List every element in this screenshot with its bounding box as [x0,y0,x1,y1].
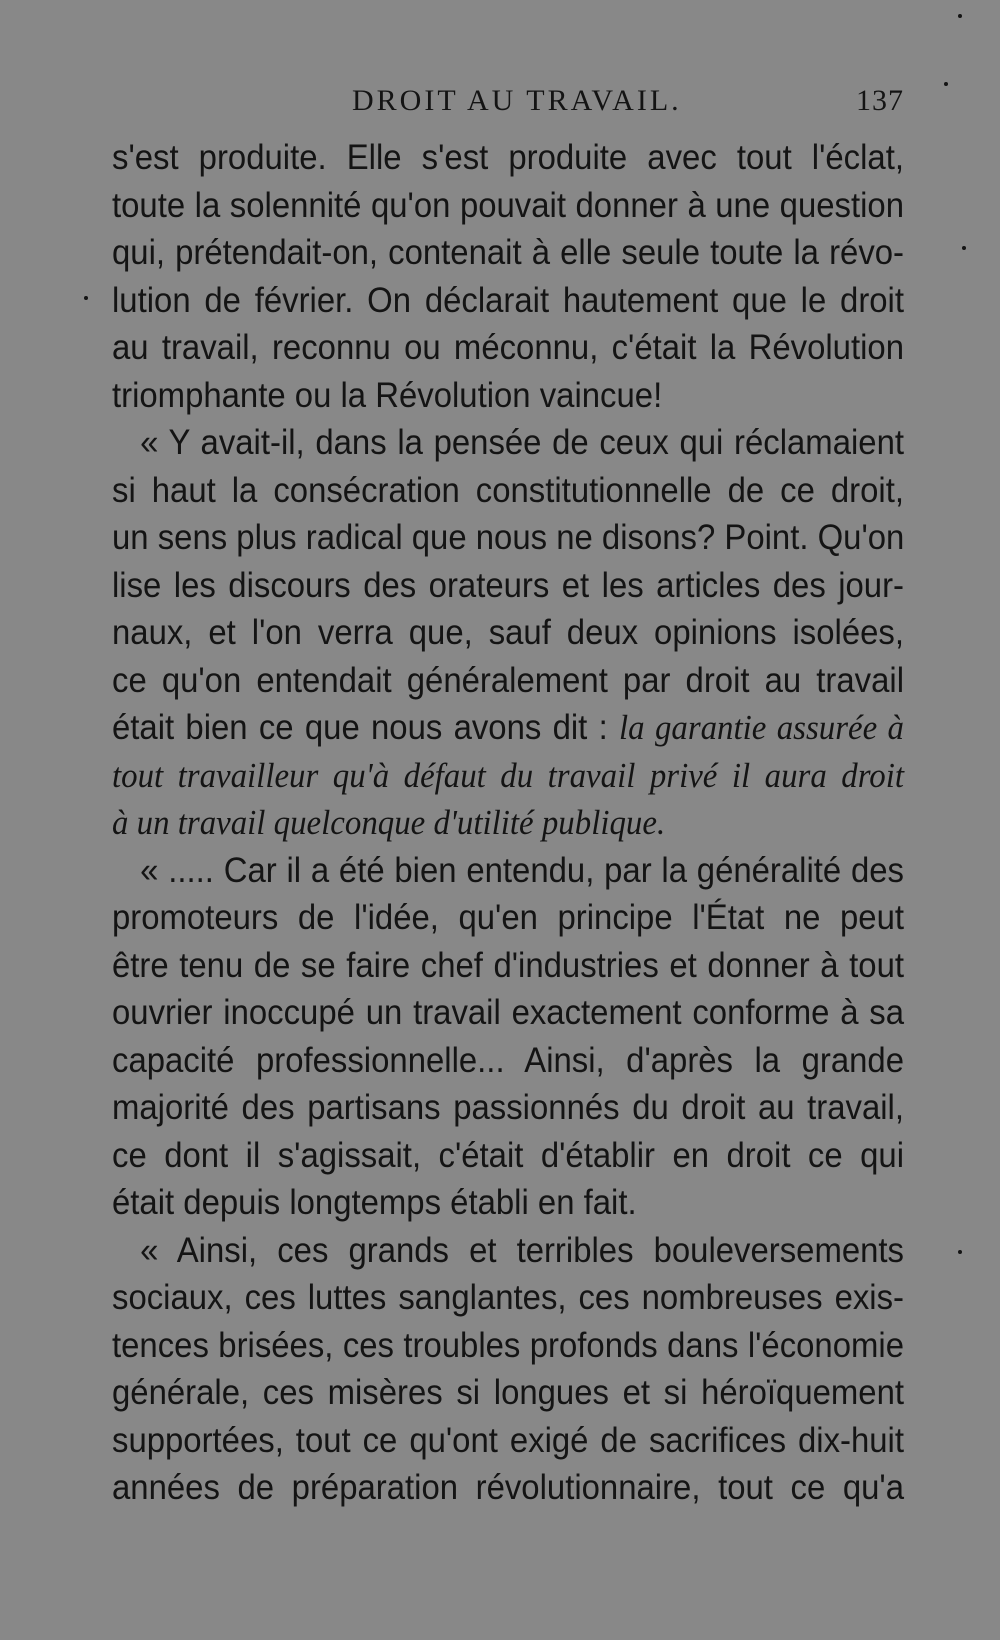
text-line: ouvrier inoccupé un travail exactement conforme à sa [112,993,904,1032]
text-line: années de préparation révolutionnaire, tout ce qu'a [112,1468,904,1507]
text-line: un sens plus radical que nous ne disons? Point. Qu'on [112,518,905,557]
italic-quote: la garantie assurée à [619,708,904,747]
text-line: triomphante ou la Révolution vaincue! [112,375,663,415]
text-line: au travail, reconnu ou méconnu, c'était la Révolution [112,328,904,367]
scan-speck [84,296,88,300]
text-line: naux, et l'on verra que, sauf deux opinions isolées, [112,613,904,652]
text-line: sociaux, ces luttes sanglantes, ces nombreuses exis- [112,1278,904,1317]
text-line: « Y avait-il, dans la pensée de ceux qui réclamaient [140,423,904,462]
running-title: DROIT AU TRAVAIL. [352,84,682,117]
text-line: promoteurs de l'idée, qu'en principe l'État ne peut [112,898,904,937]
text-line: « ..... Car il a été bien entendu, par la généralité des [140,850,904,890]
text-line: capacité professionnelle... Ainsi, d'après la grande [112,1040,904,1080]
text-segment: était bien ce que nous avons dit : [112,708,608,747]
text-line: était depuis longtemps établi en fait. [112,1183,637,1222]
text-line: générale, ces misères si longues et si héroïquement [112,1373,904,1412]
body-text [112,134,904,1512]
text-line-mixed [112,704,904,752]
text-line: être tenu de se faire chef d'industries et donner à tout [112,945,904,985]
text-line: toute la solennité qu'on pouvait donner à une question [112,185,904,225]
text-line: qui, prétendait-on, contenait à elle seule toute la révo- [112,233,904,272]
text-line: s'est produite. Elle s'est produite avec tout l'éclat, [112,138,904,177]
text-line: supportées, tout ce qu'ont exigé de sacrifices dix-huit [112,1420,904,1460]
text-line: lution de février. On déclarait hautement que le droit [112,280,904,320]
text-line: si haut la consécration constitutionnelle de ce droit, [112,470,904,510]
text-line: majorité des partisans passionnés du droit au travail, [112,1088,904,1127]
text-line: « Ainsi, ces grands et terribles bouleversements [140,1230,904,1270]
page-number: 137 [856,84,904,117]
italic-quote: à un travail quelconque d'utilité publique. [112,803,666,842]
scan-speck [958,14,962,18]
scan-speck [962,246,966,250]
text-line: lise les discours des orateurs et les articles des jour- [112,565,904,605]
italic-quote: tout travailleur qu'à défaut du travail privé il aura droit [112,755,904,795]
scan-speck [944,82,948,86]
scan-speck [958,1250,962,1254]
text-line: ce dont il s'agissait, c'était d'établir en droit ce qui [112,1135,904,1175]
running-head [112,78,904,122]
text-line: tences brisées, ces troubles profonds dans l'économie [112,1325,904,1365]
text-line: ce qu'on entendait généralement par droit au travail [112,660,904,700]
